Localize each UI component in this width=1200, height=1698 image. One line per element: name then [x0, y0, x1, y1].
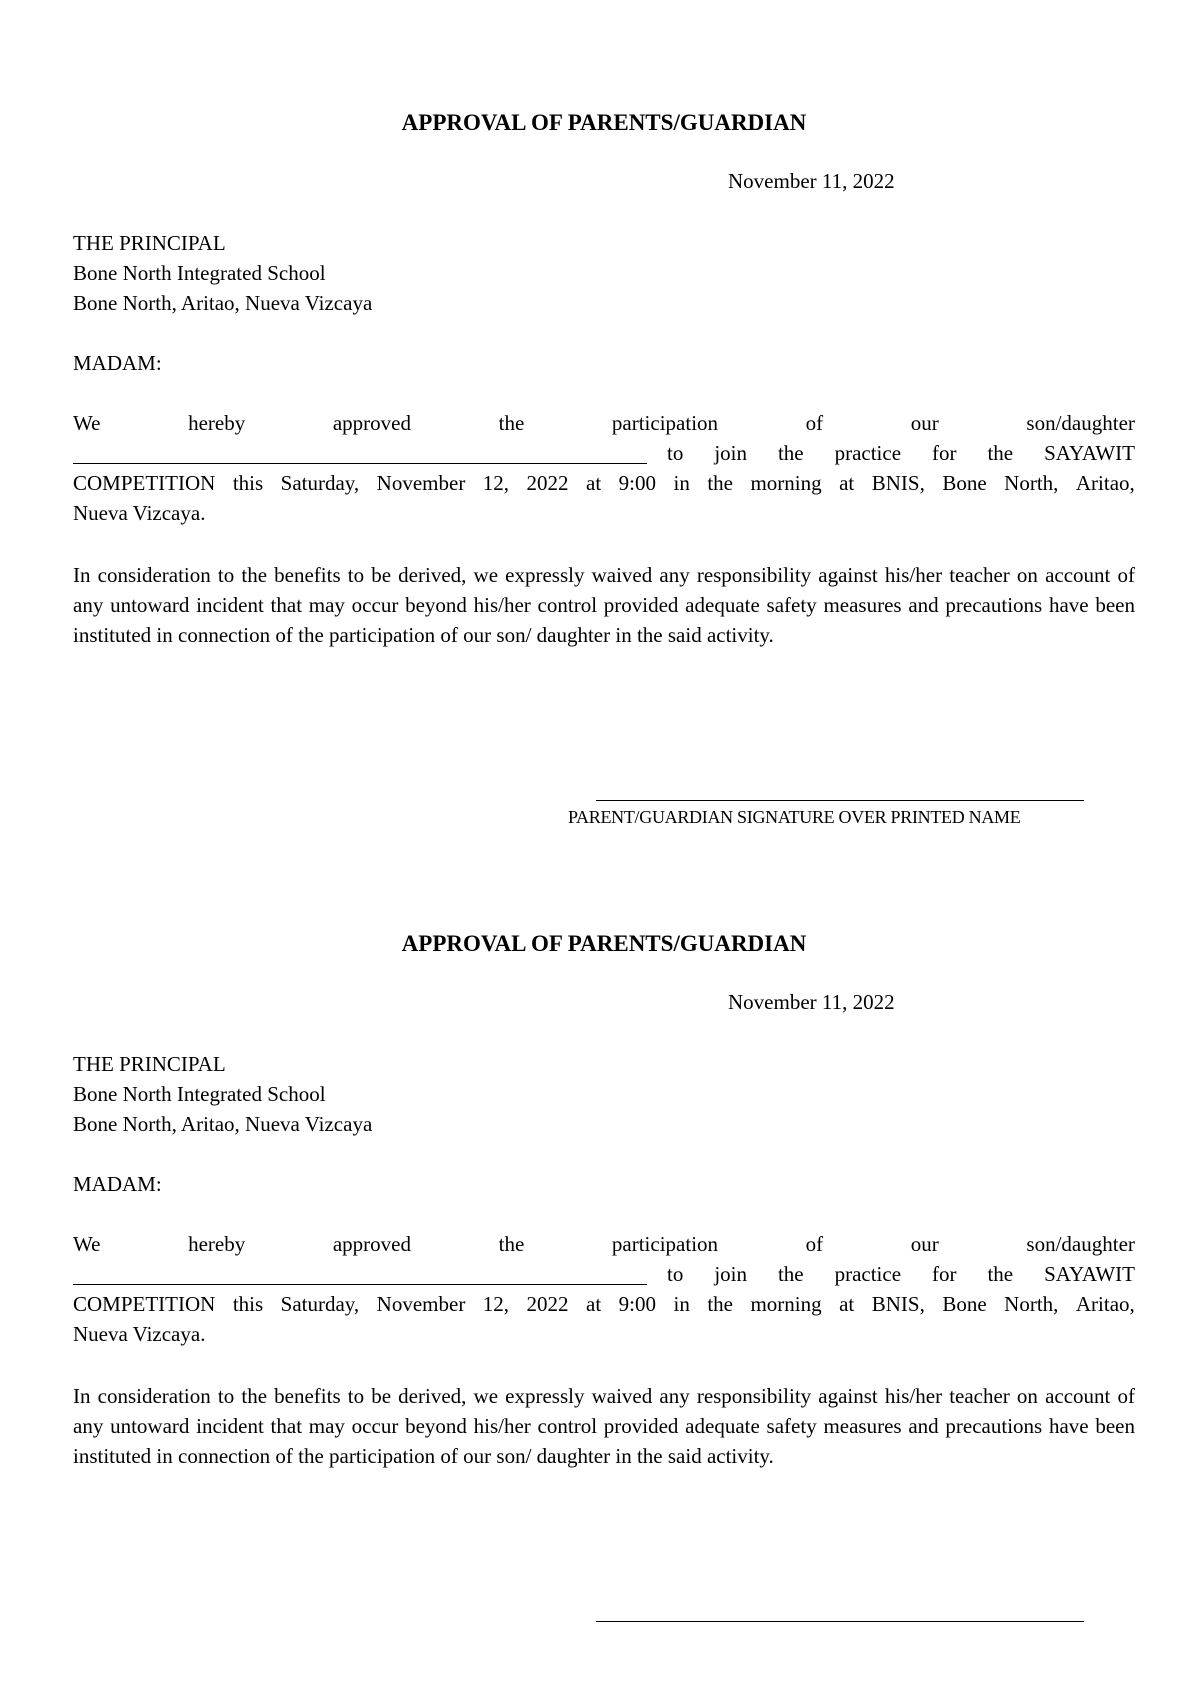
word: our — [910, 411, 939, 435]
word: the — [498, 1232, 525, 1256]
word: of — [805, 1232, 824, 1256]
word: the — [987, 1262, 1014, 1286]
letter-date: November 11, 2022 — [728, 990, 895, 1014]
salutation: MADAM: — [73, 351, 162, 375]
form-title: APPROVAL OF PARENTS/GUARDIAN — [401, 931, 807, 956]
word: 2022 — [526, 471, 569, 495]
word: Aritao, — [1075, 471, 1135, 495]
waiver-paragraph: In consideration to the benefits to be derived, we expressly waived any responsibility against his/her teacher on account of any untoward incident that may occur beyond his/her control provided adequate safety measures and precautions have been instituted in connection of the participation of our son/ daughter in the said activity. — [73, 563, 1135, 647]
recipient-location: Bone North, Aritao, Nueva Vizcaya — [73, 1112, 373, 1136]
word: BNIS, — [871, 1292, 925, 1316]
word: morning — [750, 471, 822, 495]
paragraph-line — [73, 1259, 1135, 1289]
paragraph-line: Nueva Vizcaya. — [73, 501, 206, 525]
recipient-location: Bone North, Aritao, Nueva Vizcaya — [73, 291, 373, 315]
word: at — [586, 1292, 602, 1316]
recipient-title: THE PRINCIPAL — [73, 231, 226, 255]
line-words — [667, 1259, 1135, 1289]
word: 12, — [482, 1292, 510, 1316]
word: SAYAWIT — [1044, 441, 1135, 465]
word: the — [707, 1292, 733, 1316]
word: 2022 — [526, 1292, 569, 1316]
word: the — [498, 411, 525, 435]
student-name-blank[interactable] — [73, 1262, 647, 1285]
salutation: MADAM: — [73, 1172, 162, 1196]
word: practice — [834, 1262, 902, 1286]
word: in — [673, 1292, 690, 1316]
signature-line[interactable] — [596, 1621, 1084, 1622]
word: join — [714, 1262, 747, 1286]
word: our — [910, 1232, 939, 1256]
word: hereby — [188, 1232, 246, 1256]
word: this — [232, 1292, 264, 1316]
waiver-paragraph: In consideration to the benefits to be derived, we expressly waived any responsibility against his/her teacher on account of any untoward incident that may occur beyond his/her control provided adequate safety measures and precautions have been instituted in connection of the participation of our son/ daughter in the said activity. — [73, 1384, 1135, 1468]
word: son/daughter — [1026, 1232, 1135, 1256]
word: to — [667, 1262, 684, 1286]
approval-paragraph — [73, 408, 1135, 528]
recipient-school: Bone North Integrated School — [73, 1082, 326, 1106]
word: of — [805, 411, 824, 435]
word: son/daughter — [1026, 411, 1135, 435]
student-name-blank[interactable] — [73, 441, 647, 464]
word: participation — [611, 411, 719, 435]
paragraph-line — [73, 468, 1135, 498]
word: 9:00 — [618, 471, 656, 495]
word: North, — [1004, 471, 1059, 495]
word: SAYAWIT — [1044, 1262, 1135, 1286]
word: COMPETITION — [73, 1292, 216, 1316]
word: Saturday, — [280, 1292, 360, 1316]
paragraph-line — [73, 438, 1135, 468]
word: morning — [750, 1292, 822, 1316]
word: for — [932, 441, 957, 465]
recipient-address — [73, 1049, 372, 1139]
word: in — [673, 471, 690, 495]
word: Saturday, — [280, 471, 360, 495]
word: the — [777, 1262, 804, 1286]
word: 9:00 — [618, 1292, 656, 1316]
word: November — [376, 1292, 466, 1316]
recipient-title: THE PRINCIPAL — [73, 1052, 226, 1076]
paragraph-line — [73, 408, 1135, 438]
word: the — [707, 471, 733, 495]
approval-paragraph — [73, 1229, 1135, 1349]
line-words — [667, 438, 1135, 468]
word: Bone — [942, 1292, 987, 1316]
word: approved — [332, 1232, 411, 1256]
word: at — [839, 1292, 855, 1316]
word: join — [714, 441, 747, 465]
letter-date: November 11, 2022 — [728, 169, 895, 193]
word: Aritao, — [1075, 1292, 1135, 1316]
word: Bone — [942, 471, 987, 495]
word: at — [839, 471, 855, 495]
word: the — [777, 441, 804, 465]
word: the — [987, 441, 1014, 465]
word: North, — [1004, 1292, 1059, 1316]
word: for — [932, 1262, 957, 1286]
word: approved — [332, 411, 411, 435]
recipient-school: Bone North Integrated School — [73, 261, 326, 285]
word: hereby — [188, 411, 246, 435]
paragraph-line — [73, 1229, 1135, 1259]
word: this — [232, 471, 264, 495]
recipient-address — [73, 228, 372, 318]
word: 12, — [482, 471, 510, 495]
word: We — [73, 411, 101, 435]
word: at — [586, 471, 602, 495]
word: BNIS, — [871, 471, 925, 495]
paragraph-line: Nueva Vizcaya. — [73, 1322, 206, 1346]
signature-label: PARENT/GUARDIAN SIGNATURE OVER PRINTED NAME — [568, 807, 1021, 827]
word: November — [376, 471, 466, 495]
word: COMPETITION — [73, 471, 216, 495]
form-title: APPROVAL OF PARENTS/GUARDIAN — [401, 110, 807, 135]
word: We — [73, 1232, 101, 1256]
word: participation — [611, 1232, 719, 1256]
paragraph-line — [73, 1289, 1135, 1319]
word: practice — [834, 441, 902, 465]
word: to — [667, 441, 684, 465]
signature-line[interactable] — [596, 800, 1084, 801]
